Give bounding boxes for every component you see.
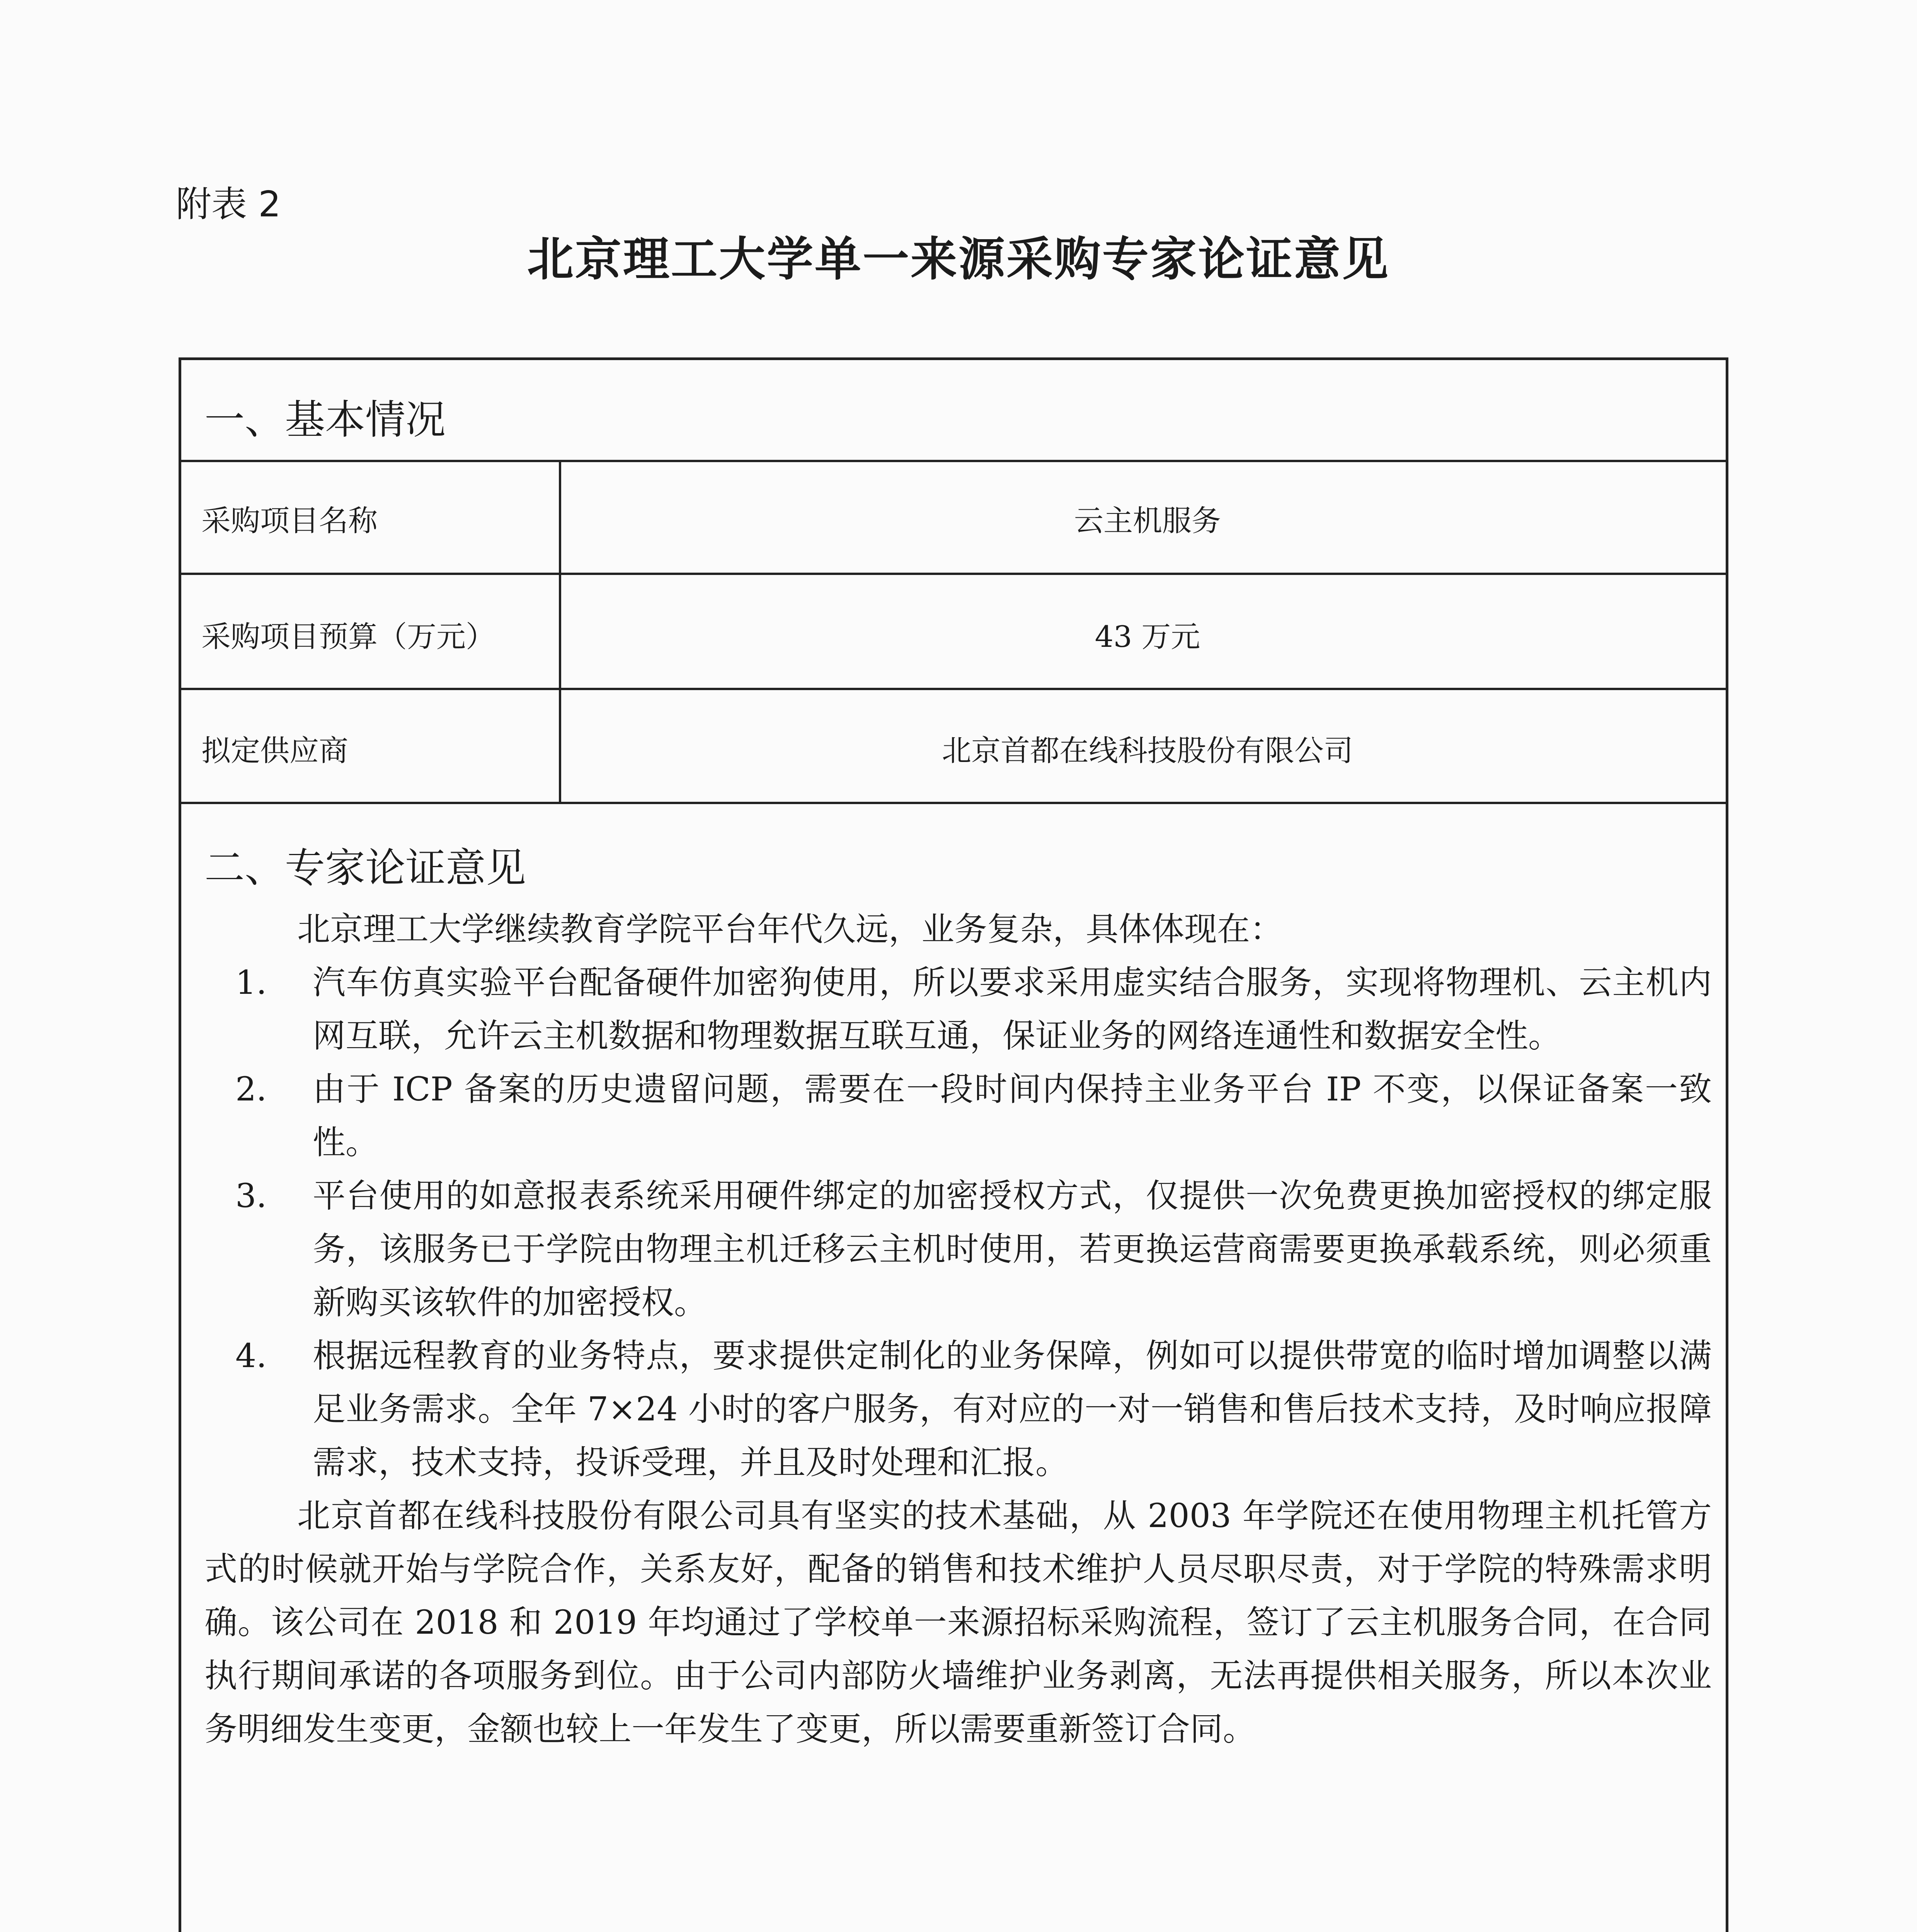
- budget-value: 43 万元: [1095, 619, 1200, 654]
- section-basic-heading: 一、基本情况: [204, 396, 446, 443]
- budget-label: 采购项目预算（万元）: [201, 619, 495, 654]
- supplier-label: 拟定供应商: [201, 733, 348, 768]
- project-name-label: 采购项目名称: [201, 503, 378, 538]
- section-opinion-heading: 二、专家论证意见: [204, 844, 526, 891]
- divider: [181, 802, 1726, 804]
- opinion-item: 汽车仿真实验平台配备硬件加密狗使用，所以要求采用虚实结合服务，实现将物理机、云主机内网互联，允许云主机数据和物理数据互联互通，保证业务的网络连通性和数据安全性。: [313, 964, 1712, 1055]
- form-table: [179, 357, 1728, 1932]
- column-divider: [559, 460, 561, 802]
- divider: [181, 688, 1726, 690]
- opinion-item: 由于 ICP 备案的历史遗留问题，需要在一段时间内保持主业务平台 IP 不变，以保证备案一致性。: [313, 1070, 1712, 1162]
- divider: [181, 573, 1726, 575]
- opinion-item: 根据远程教育的业务特点，要求提供定制化的业务保障，例如可以提供带宽的临时增加调整以满足业务需求。全年 7×24 小时的客户服务，有对应的一对一销售和售后技术支持，及时响应报障需求，技术支持，投诉受理，并且及时处理和汇报。: [313, 1337, 1712, 1482]
- divider: [181, 460, 1726, 462]
- project-name-value: 云主机服务: [1074, 503, 1221, 538]
- opinion-list: [204, 956, 1712, 1490]
- supplier-value: 北京首都在线科技股份有限公司: [942, 733, 1353, 768]
- document-title: 北京理工大学单一来源采购专家论证意见: [527, 232, 1390, 286]
- opinion-intro: 北京理工大学继续教育学院平台年代久远，业务复杂，具体体现在：: [297, 910, 1283, 949]
- opinion-item: 平台使用的如意报表系统采用硬件绑定的加密授权方式，仅提供一次免费更换加密授权的绑定服务，该服务已于学院由物理主机迁移云主机时使用，若更换运营商需要更换承载系统，则必须重新购买该软件的加密授权。: [313, 1177, 1712, 1322]
- expert-opinion-text: [204, 903, 1712, 1756]
- opinion-conclusion: 北京首都在线科技股份有限公司具有坚实的技术基础，从 2003 年学院还在使用物理主机托管方式的时候就开始与学院合作，关系友好，配备的销售和技术维护人员尽职尽责，对于学院的特殊需求明确。该公司在 2018 和 2019 年均通过了学校单一来源招标采购流程，签订了云主机服务合同，在合同执行期间承诺的各项服务到位。由于公司内部防火墙维护业务剥离，无法再提供相关服务，所以本次业务明细发生变更，金额也较上一年发生了变更，所以需要重新签订合同。: [204, 1497, 1712, 1748]
- attachment-label: 附表 2: [176, 184, 281, 225]
